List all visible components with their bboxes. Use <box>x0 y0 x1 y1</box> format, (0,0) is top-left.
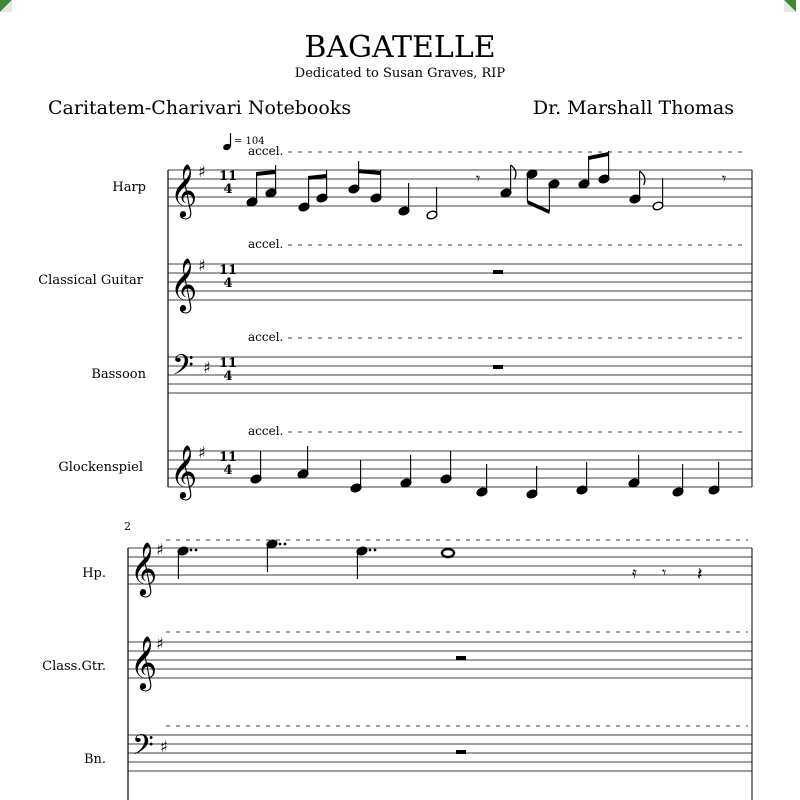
instrument-name-glockenspiel: Glockenspiel <box>58 460 143 475</box>
dot <box>279 543 282 546</box>
instrument-name-harp: Harp <box>112 180 146 195</box>
instrument-name-classical-guitar: Classical Guitar <box>38 273 143 288</box>
dot <box>369 549 372 552</box>
time-signature-guitar: 11 4 <box>219 263 238 291</box>
half-note <box>652 178 664 211</box>
note <box>298 179 310 212</box>
treble-clef-icon: 𝄞 <box>170 444 198 498</box>
quarter-note <box>440 451 452 484</box>
treble-clef-icon: 𝄞 <box>170 257 198 311</box>
dotted-note <box>177 546 189 579</box>
note-flag <box>511 165 516 179</box>
quarter-note <box>250 451 262 484</box>
key-signature-sharp: ♯ <box>198 443 206 462</box>
beam <box>527 200 549 214</box>
instrument-abbr-bassoon: Bn. <box>83 752 106 767</box>
composer-credit: Dr. Marshall Thomas <box>532 97 734 119</box>
note <box>629 171 641 204</box>
score-subtitle: Dedicated to Susan Graves, RIP <box>294 66 506 81</box>
quarter-note <box>350 460 362 493</box>
treble-clef-icon: 𝄞 <box>130 541 158 595</box>
note <box>548 179 560 212</box>
instrument-name-bassoon: Bassoon <box>91 367 146 382</box>
score-title: BAGATELLE <box>304 30 496 65</box>
treble-clef-icon: 𝄞 <box>170 163 198 217</box>
whole-note <box>442 549 454 557</box>
measure-rest <box>456 656 466 660</box>
eighth-rest-icon: 𝄾 <box>722 169 727 188</box>
accel-mark-harp: accel. <box>248 144 284 158</box>
quarter-note <box>708 462 720 495</box>
note <box>370 170 382 203</box>
dot <box>284 543 287 546</box>
tempo-mark: = 104 <box>234 136 265 147</box>
eighth-rest-icon: 𝄾 <box>662 563 667 582</box>
sixteenth-rest-icon: 𝄿 <box>632 563 637 582</box>
time-signature-bassoon: 11 4 <box>219 356 238 384</box>
dot <box>190 549 193 552</box>
beam <box>256 170 275 176</box>
accel-mark-guitar: accel. <box>248 237 284 251</box>
treble-clef-icon: 𝄞 <box>130 635 158 689</box>
key-signature-sharp: ♯ <box>160 737 168 756</box>
beam <box>589 152 609 160</box>
quarter-note <box>576 462 588 495</box>
key-signature-sharp: ♯ <box>156 540 164 559</box>
eighth-rest-icon: 𝄾 <box>476 169 481 188</box>
measure-rest <box>456 750 466 754</box>
dot <box>374 549 377 552</box>
dot <box>195 549 198 552</box>
key-signature-sharp: ♯ <box>203 358 211 377</box>
time-signature-glockenspiel: 11 4 <box>219 450 238 478</box>
publisher-credit: Caritatem-Charivari Notebooks <box>48 97 352 119</box>
accel-mark-glockenspiel: accel. <box>248 424 284 438</box>
time-signature-harp: 11 4 <box>219 169 238 197</box>
measure-rest <box>493 270 503 274</box>
accel-mark-bassoon: accel. <box>248 330 284 344</box>
key-signature-sharp: ♯ <box>198 162 206 181</box>
instrument-abbr-guitar: Class.Gtr. <box>42 659 106 674</box>
dotted-note <box>356 546 368 579</box>
key-signature-sharp: ♯ <box>156 634 164 653</box>
note-flag <box>640 171 645 185</box>
key-signature-sharp: ♯ <box>198 256 206 275</box>
measure-rest <box>493 365 503 369</box>
bass-clef-icon: 𝄢 <box>132 729 154 769</box>
instrument-abbr-harp: Hp. <box>82 566 106 581</box>
note <box>348 161 360 194</box>
note <box>578 156 590 189</box>
measure-number: 2 <box>124 520 131 533</box>
quarter-note <box>526 466 538 499</box>
half-note <box>426 187 438 220</box>
quarter-rest-icon: 𝄽 <box>697 564 703 585</box>
bass-clef-icon: 𝄢 <box>172 349 194 389</box>
dotted-note <box>266 539 278 572</box>
